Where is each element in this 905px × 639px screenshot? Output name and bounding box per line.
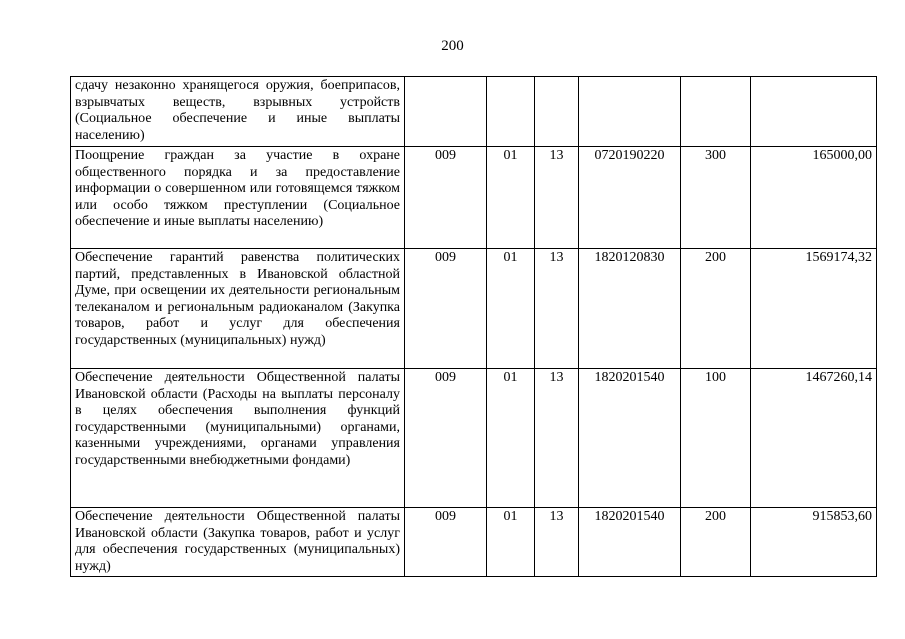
subsection-code: 13: [535, 369, 579, 508]
target-article-code: 0720190220: [579, 147, 681, 249]
table-row: [71, 508, 877, 577]
expense-type-code: 200: [681, 249, 751, 369]
section-code: 01: [487, 249, 535, 369]
section-code: 01: [487, 147, 535, 249]
target-article-code: 1820201540: [579, 369, 681, 508]
section-code: 01: [487, 508, 535, 577]
ministry-code: 009: [405, 249, 487, 369]
amount: 165000,00: [751, 147, 877, 249]
row-description: Обеспечение деятельности Общественной палаты Ивановской области (Расходы на выплаты персоналу в целях обеспечения выполнения функций государственными (муниципальными) органами, казенными учреждениями, органами управления государственными внебюджетными фондами): [71, 369, 405, 508]
row-description: Обеспечение гарантий равенства политических партий, представленных в Ивановской областной Думе, при освещении их деятельности региональным телеканалом и региональным радиоканалом (Закупка товаров, работ и услуг для обеспечения государственных (муниципальных) нужд): [71, 249, 405, 369]
ministry-code: 009: [405, 369, 487, 508]
amount: [751, 77, 877, 147]
target-article-code: 1820201540: [579, 508, 681, 577]
table-row: [71, 249, 877, 369]
row-description: сдачу незаконно хранящегося оружия, боеприпасов, взрывчатых веществ, взрывных устройств (Социальное обеспечение и иные выплаты населению): [71, 77, 405, 147]
amount: 1569174,32: [751, 249, 877, 369]
page-number: 200: [441, 38, 464, 54]
amount: 1467260,14: [751, 369, 877, 508]
target-article-code: [579, 77, 681, 147]
expense-type-code: 200: [681, 508, 751, 577]
table-row: [71, 147, 877, 249]
ministry-code: 009: [405, 508, 487, 577]
expense-type-code: 300: [681, 147, 751, 249]
table-row: [71, 369, 877, 508]
section-code: [487, 77, 535, 147]
amount: 915853,60: [751, 508, 877, 577]
row-description: Поощрение граждан за участие в охране общественного порядка и за предоставление информации о совершенном или готовящемся тяжком или особо тяжком преступлении (Социальное обеспечение и иные выплаты населению): [71, 147, 405, 249]
budget-table: [70, 76, 877, 577]
expense-type-code: [681, 77, 751, 147]
expense-type-code: 100: [681, 369, 751, 508]
subsection-code: [535, 77, 579, 147]
section-code: 01: [487, 369, 535, 508]
ministry-code: 009: [405, 147, 487, 249]
subsection-code: 13: [535, 249, 579, 369]
target-article-code: 1820120830: [579, 249, 681, 369]
row-description: Обеспечение деятельности Общественной палаты Ивановской области (Закупка товаров, работ и услуг для обеспечения государственных (муниципальных) нужд): [71, 508, 405, 577]
table-row: [71, 77, 877, 147]
ministry-code: [405, 77, 487, 147]
subsection-code: 13: [535, 508, 579, 577]
subsection-code: 13: [535, 147, 579, 249]
